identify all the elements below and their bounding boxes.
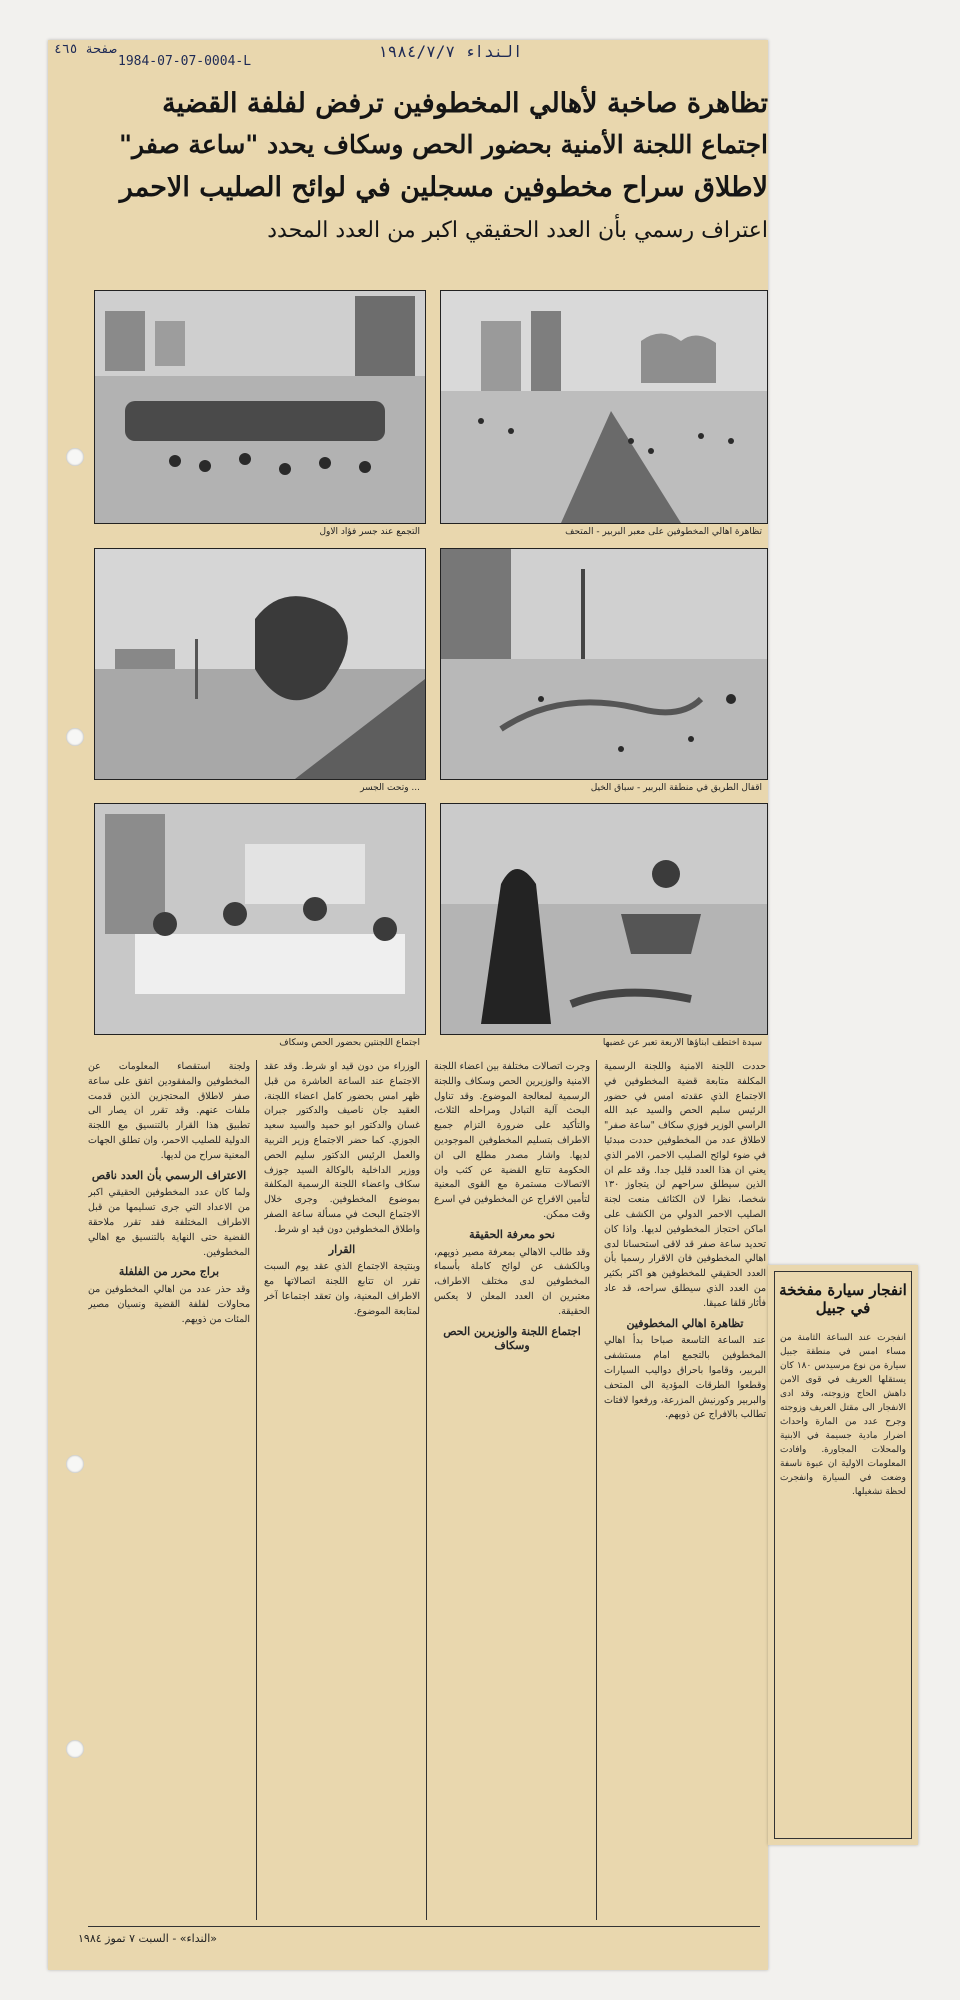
- photo-under-bridge: [94, 548, 426, 780]
- newspaper-clipping: [48, 40, 768, 1970]
- article-column-1: [604, 1060, 766, 1920]
- subhead-meeting: اجتماع اللجنة والوزيرين الحص وسكاف: [443, 1324, 581, 1353]
- photo-committee-meeting-image: [95, 804, 425, 1034]
- article-column-2b-text: وقد طالب الاهالي بمعرفة مصير ذويهم، وبالكشف عن لوائح كاملة بأسماء المخطوفين لدى مختلف الاطراف، معتبرين ان العدد المعلن لا يعكس الحقيقة.: [434, 1246, 590, 1317]
- column-rule: [256, 1060, 257, 1920]
- photo-caption-4: ... وتحت الجسر: [360, 783, 420, 793]
- punch-hole: [66, 448, 84, 466]
- photo-gathering-bridge-image: [95, 291, 425, 523]
- article-column-2: [434, 1060, 590, 1920]
- headline-kicker: تظاهرة صاخبة لأهالي المخطوفين ترفض لفلفة القضية: [162, 88, 768, 119]
- photo-angry-woman: [440, 803, 768, 1035]
- photo-caption-3: اقفال الطريق في منطقة البربير - سباق الخيل: [590, 783, 762, 793]
- punch-hole: [66, 1740, 84, 1758]
- footer-rule: [88, 1926, 760, 1927]
- headline-main-2: لاطلاق سراح مخطوفين مسجلين في لوائح الصليب الاحمر: [119, 172, 768, 203]
- punch-hole: [66, 728, 84, 746]
- photo-committee-meeting: [94, 803, 426, 1035]
- article-column-3: [264, 1060, 420, 1920]
- article-column-4b-text: ولما كان عدد المخطوفين الحقيقي اكبر من الاعداد التي جرى تسليمها من قبل الاطراف المختلفة فقد تقرر ملاحقة القضية حتى النهاية بالتنسيق مع اهالي المخطوفين.: [88, 1187, 250, 1258]
- article-column-4-text: ولجنة استقصاء المعلومات عن المخطوفين والمفقودين اتفق على ساعة صفر لاطلاق المحتجزين الذين قدمت ملفات عنهم. وقد تقرر ان يصار الى تطبيق هذا القرار بالتنسيق مع اللجنة الدولية للصليب الاحمر، وان تطلق الجهات المعنية سراح من لديها.: [88, 1061, 250, 1161]
- column-rule: [426, 1060, 427, 1920]
- photo-road-closure-image: [441, 549, 767, 779]
- subhead-admission: الاعتراف الرسمي بأن العدد ناقص: [91, 1168, 247, 1182]
- article-column-4: [88, 1060, 250, 1920]
- subhead-truth: نحو معرفة الحقيقة: [469, 1227, 555, 1241]
- photo-caption-2: التجمع عند جسر فؤاد الاول: [319, 527, 420, 537]
- subhead-decision: القرار: [328, 1242, 356, 1256]
- sidebar-body: انفجرت عند الساعة الثامنة من مساء امس في منطقة جبيل سيارة من نوع مرسيدس ١٨٠ كان يستقلها العريف في قوى الامن داهش الحاج وزوجته، وقد ادى الانفجار الى مقتل العريف وزوجته وجرح عدد من المارة واحداث اضرار مادية جسيمة في الابنية والمحلات المجاورة. وافادت المعلومات الاولية ان عبوة ناسفة وضعت في السيارة وانفجرت لحظة تشغيلها.: [780, 1333, 906, 1497]
- column-rule: [596, 1060, 597, 1920]
- photo-road-closure: [440, 548, 768, 780]
- article-column-1b-text: عند الساعة التاسعة صباحا بدأ اهالي المخطوفين بالتجمع امام مستشفى البربير، وقاموا باحراق دواليب السيارات وقطعوا الطرقات المؤدية الى المتحف والبربير وكورنيش المزرعة، ورفعوا لافتات تطالب بالافراج عن ذويهم.: [604, 1335, 766, 1421]
- photo-angry-woman-image: [441, 804, 767, 1034]
- headline-sub: اعتراف رسمي بأن العدد الحقيقي اكبر من العدد المحدد: [267, 218, 768, 243]
- photo-caption-6: اجتماع اللجنتين بحضور الحص وسكاف: [279, 1038, 420, 1048]
- photo-gathering-bridge: [94, 290, 426, 524]
- handwritten-archive-code: 1984-07-07-0004-L: [118, 54, 252, 69]
- photo-caption-1: تظاهرة اهالي المخطوفين على معبر البربير - المتحف: [565, 527, 762, 537]
- newspaper-footer: «النداء» - السبت ٧ تموز ١٩٨٤: [78, 1932, 217, 1945]
- punch-hole: [66, 1455, 84, 1473]
- article-column-3-text: الوزراء من دون قيد او شرط. وقد عقد الاجتماع عند الساعة العاشرة من قبل ظهر امس بحضور كامل اعضاء اللجنة، العقيد جان ناصيف والدكتور جبران غسان والدكتور ابو حميد والسيد سعيد الجوزي. كما حضر الاجتماع وزير التربية والعمل الرئيس الدكتور سليم الحص ووزير الداخلية بالوكالة السيد جوزف سكاف واعضاء اللجنة الرسمية المكلفة بموضوع المخطوفين. وجرى خلال الاجتماع البحث في مسألة ساعة الصفر واطلاق المخطوفين دون قيد او شرط.: [264, 1061, 420, 1235]
- article-column-1-text: حددت اللجنة الامنية واللجنة الرسمية المكلفة متابعة قضية المخطوفين في الاجتماع الذي عقدته امس في حضور الرئيس سليم الحص والسيد عبد الله الراسي الوزير فوزي سكاف "ساعة صفر" لاطلاق عدد من المخطوفين حددت مبدئيا في ضوء لوائح الصليب الاحمر، الامر الذي يعني ان هذا العدد قليل جدا. وقد علم ان الذين سيطلق سراحهم لن يتجاوز ١٣٠ شخصا، نظرا لان الكثائف منعت لجنة الصليب الاحمر الدولي من الكشف على اماكن احتجاز المخطوفين لديها. واذا كان تحديد ساعة صفر قد لاقى استحسانا لدى اهالي المخطوفين فان الاقرار رسميا بأن العدد الحقيقي للمخطوفين هو اكثر بكثير من العدد الذي سيطلق سراحه، قد عاد فأثار قلقا عميقا.: [604, 1061, 766, 1309]
- handwritten-date: النداء ١٩٨٤/٧/٧: [378, 42, 523, 61]
- photo-demonstration-barbir-image: [441, 291, 767, 523]
- article-column-3b-text: وبنتيجة الاجتماع الذي عقد يوم السبت تقرر ان تتابع اللجنة اتصالاتها مع الاطراف المعنية، وان تعقد اجتماعا آخر لمتابعة الموضوع.: [264, 1261, 420, 1317]
- subhead-release: براج محرر من الفلفلة: [118, 1265, 220, 1279]
- article-column-2-text: وجرت اتصالات مختلفة بين اعضاء اللجنة الامنية والوزيرين الحص وسكاف واللجنة الرسمية لمعالجة الموضوع. وقد تناول البحث آلية التبادل ومراحله الثلاث، والتأكيد على ضرورة التزام جميع الاطراف بتسليم المخطوفين الموجودين لديها. واشار مصدر مطلع الى ان الحكومة تتابع القضية عن كثب وان الاتصالات مستمرة مع القوى المعنية لتأمين الافراج عن المخطوفين في اسرع وقت ممكن.: [434, 1061, 590, 1220]
- article-column-4c-text: وقد حذر عدد من اهالي المخطوفين من محاولات لفلفة القضية ونسيان مصير المئات من ذويهم.: [88, 1284, 250, 1325]
- sidebar-title: انفجار سيارة مفخخة في جبيل: [779, 1281, 907, 1317]
- photo-demonstration-barbir: [440, 290, 768, 524]
- headline-main-1: اجتماع اللجنة الأمنية بحضور الحص وسكاف يحدد "ساعة صفر": [119, 130, 768, 159]
- photo-under-bridge-image: [95, 549, 425, 779]
- handwritten-page-ref: صفحة ٤٦٥: [54, 42, 117, 57]
- subhead-demonstration: تظاهرة اهالي المخطوفين: [626, 1316, 744, 1330]
- sidebar-clipping: [768, 1265, 918, 1845]
- photo-caption-5: سيدة اختطف ابناؤها الاربعة تعبر عن غضبها: [602, 1038, 762, 1048]
